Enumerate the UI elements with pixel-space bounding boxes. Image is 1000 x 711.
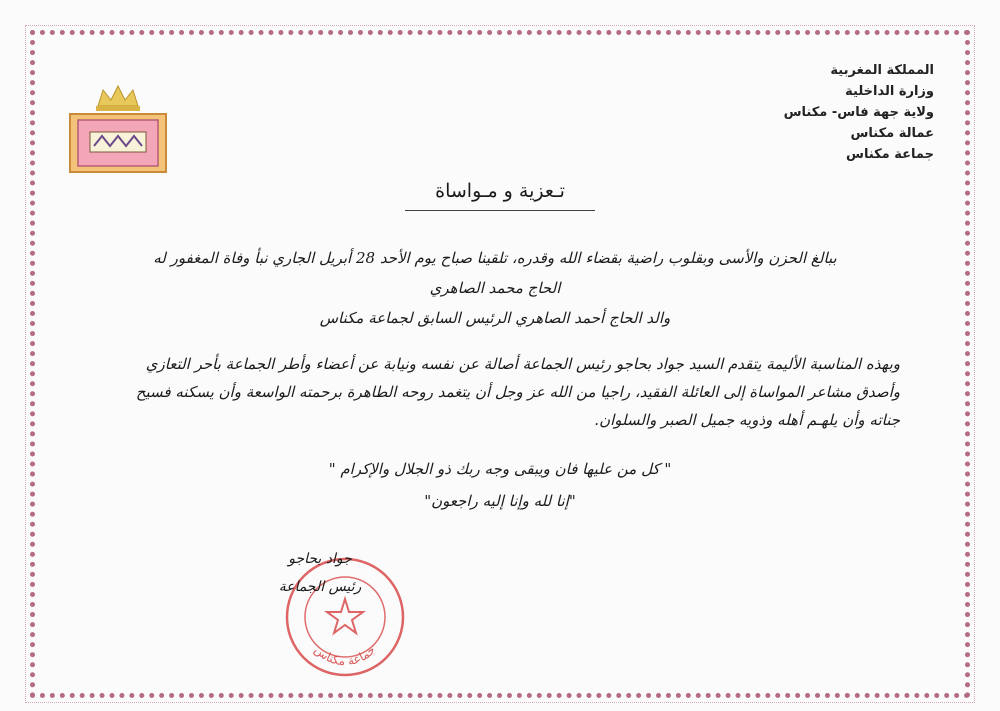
header-line-ministry: وزارة الداخلية bbox=[845, 84, 934, 99]
header-line-wilaya: ولاية جهة فاس- مكناس bbox=[783, 105, 934, 120]
paragraph-line: ببالغ الحزن والأسى وبقلوب راضية بقضاء الله وقدره، تلقينا صباح يوم الأحد 28 أبريل الجاري نبأ وفاة المغفور له bbox=[153, 249, 837, 267]
signatory-role: رئيس الجماعة bbox=[278, 579, 362, 595]
paragraph-announcement bbox=[90, 243, 900, 333]
star-icon bbox=[327, 599, 363, 633]
page-title: تـعزية و مـواساة bbox=[435, 180, 565, 202]
svg-text:جماعة مكناس bbox=[311, 642, 378, 668]
title-underline bbox=[405, 210, 595, 211]
crown-icon bbox=[96, 86, 140, 111]
header-line-commune: جماعة مكناس bbox=[846, 147, 934, 162]
royal-crown-emblem-icon bbox=[68, 80, 168, 175]
signature-block bbox=[240, 545, 400, 601]
stamp-text: جماعة مكناس bbox=[311, 642, 379, 669]
paragraph-line: والد الحاج أحمد الصاهري الرئيس السابق لجماعة مكناس bbox=[319, 309, 671, 327]
paragraph-condolences bbox=[90, 350, 900, 434]
issuer-header bbox=[634, 60, 934, 165]
quran-verse: "إنا لله وإنا إليه راجعون" bbox=[424, 492, 576, 510]
paragraph-line: جناته وأن يلهـم أهله وذويه جميل الصبر والسلوان. bbox=[594, 411, 900, 429]
paragraph-line: وبهذه المناسبة الأليمة يتقدم السيد جواد بحاجو رئيس الجماعة أصالة عن نفسه ونيابة عن أعضاء وأطر الجماعة بأحر التعازي bbox=[145, 355, 900, 373]
quran-verse: " كل من عليها فان ويبقى وجه ربك ذو الجلال والإكرام " bbox=[328, 460, 672, 478]
signatory-name: جواد بحاجو bbox=[288, 551, 352, 567]
paragraph-line: وأصدق مشاعر المواساة إلى العائلة الفقيد، راجيا من الله عز وجل أن يتغمد روحه الطاهرة برحمته الواسعة وأن يسكنه فسيح bbox=[135, 383, 900, 401]
paragraph-line: الحاج محمد الصاهري bbox=[429, 279, 561, 297]
header-line-prefecture: عمالة مكناس bbox=[850, 126, 934, 141]
header-line-kingdom: المملكة المغربية bbox=[830, 63, 934, 78]
